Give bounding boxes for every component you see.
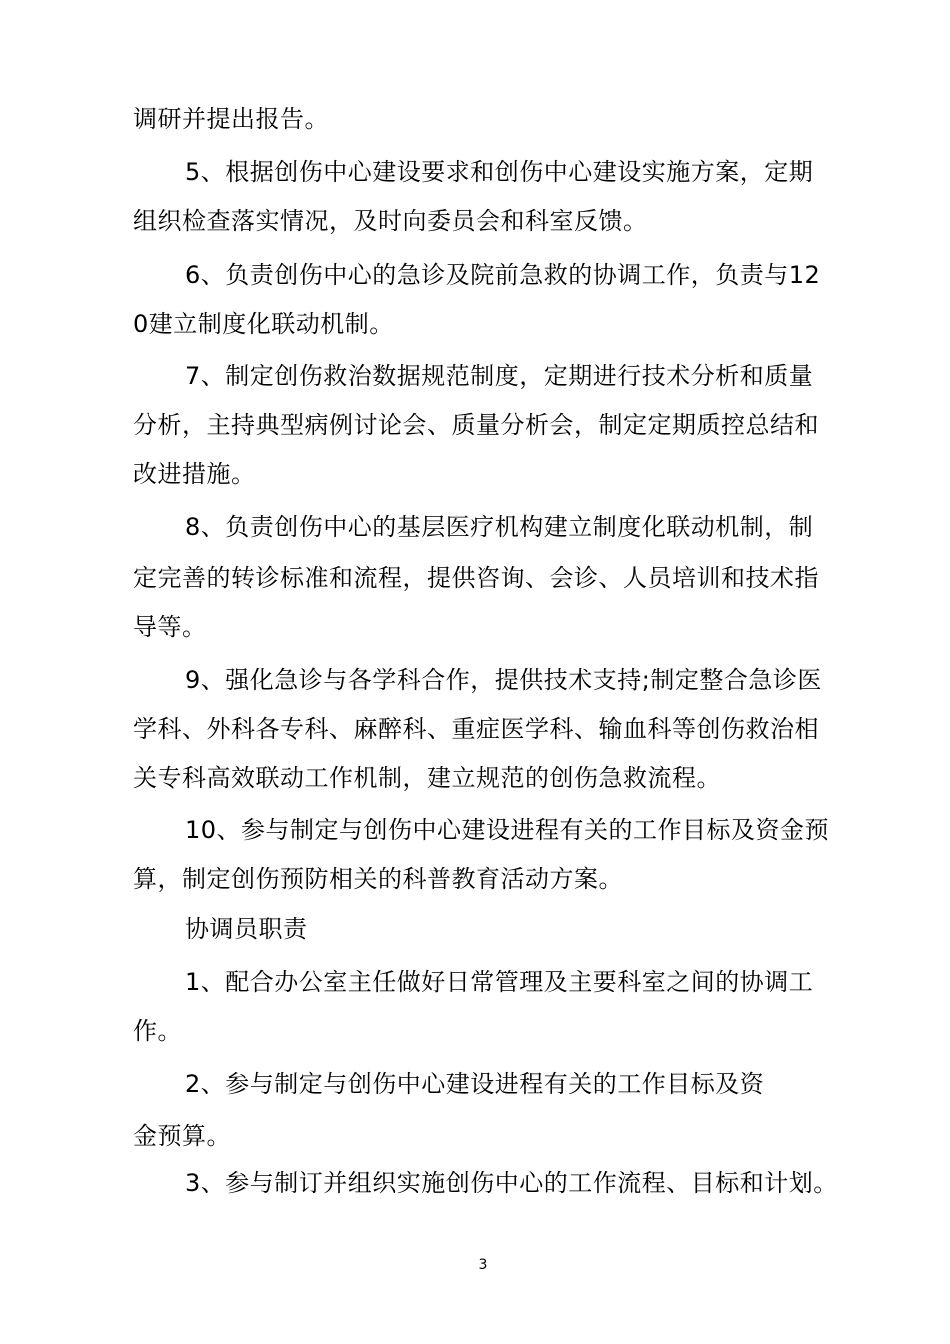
text-line: 调研并提出报告。 <box>133 105 329 133</box>
text-line: 3、参与制订并组织实施创伤中心的工作流程、目标和计划。 <box>185 1169 838 1197</box>
section-heading: 协调员职责 <box>185 915 308 943</box>
text-line: 关专科高效联动工作机制，建立规范的创伤急救流程。 <box>133 764 721 792</box>
text-line: 算，制定创伤预防相关的科普教育活动方案。 <box>133 865 623 893</box>
text-line: 金预算。 <box>133 1122 231 1150</box>
text-line: 6、负责创伤中心的急诊及院前急救的协调工作，负责与12 <box>185 261 821 289</box>
text-line: 10、参与制定与创伤中心建设进程有关的工作目标及资金预 <box>185 816 830 844</box>
page-number: 3 <box>478 1257 488 1273</box>
text-line: 7、制定创伤救治数据规范制度，定期进行技术分析和质量 <box>185 362 814 390</box>
text-line: 导等。 <box>133 613 207 641</box>
text-line: 作。 <box>133 1017 182 1045</box>
text-line: 定完善的转诊标准和流程，提供咨询、会诊、人员培训和技术指 <box>133 564 819 592</box>
text-line: 2、参与制定与创伤中心建设进程有关的工作目标及资 <box>185 1070 765 1098</box>
text-line: 学科、外科各专科、麻醉科、重症医学科、输血科等创伤救治相 <box>133 715 819 743</box>
text-line: 0建立制度化联动机制。 <box>133 310 394 338</box>
text-line: 改进措施。 <box>133 460 256 488</box>
text-line: 5、根据创伤中心建设要求和创伤中心建设实施方案，定期 <box>185 158 814 186</box>
text-line: 组织检查落实情况，及时向委员会和科室反馈。 <box>133 207 648 235</box>
text-line: 8、负责创伤中心的基层医疗机构建立制度化联动机制，制 <box>185 513 814 541</box>
text-line: 9、强化急诊与各学科合作，提供技术支持;制定整合急诊医 <box>185 666 822 694</box>
text-line: 分析，主持典型病例讨论会、质量分析会，制定定期质控总结和 <box>133 411 819 439</box>
text-line: 1、配合办公室主任做好日常管理及主要科室之间的协调工 <box>185 968 814 996</box>
